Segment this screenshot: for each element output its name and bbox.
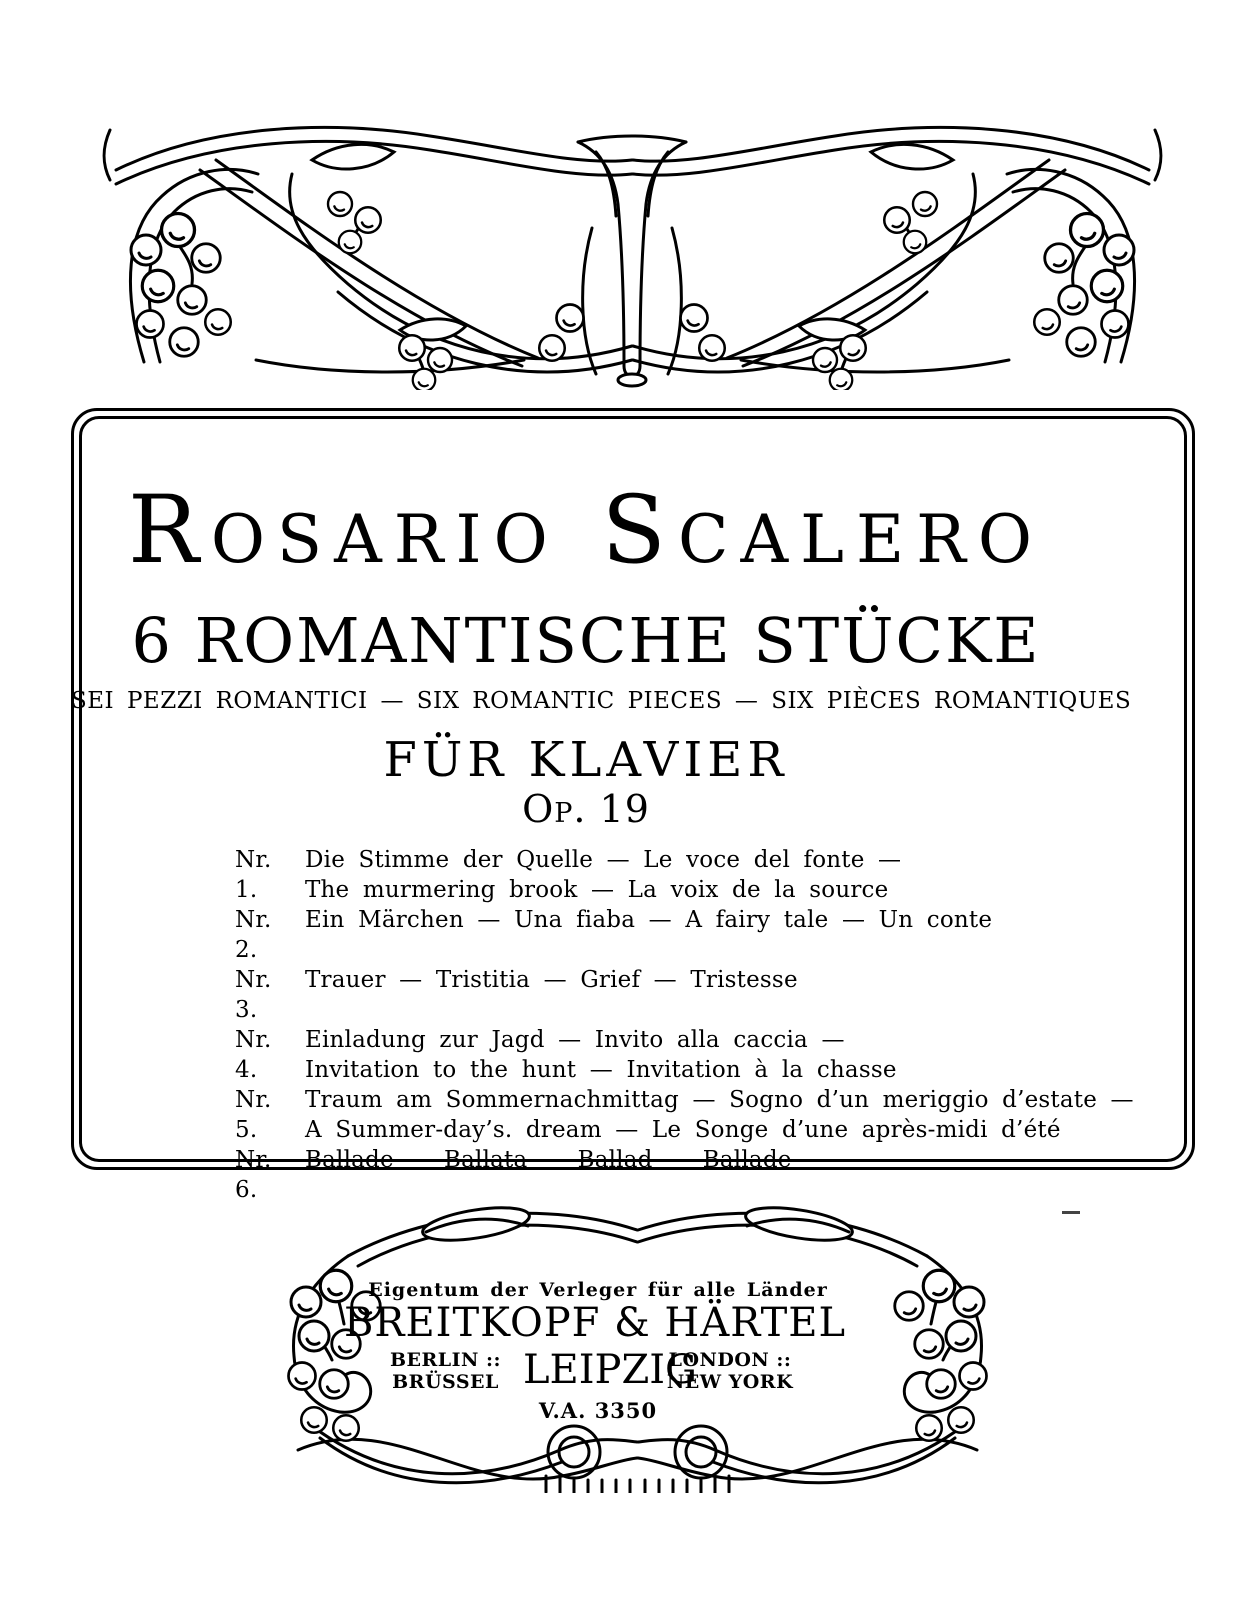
publisher-city-center: LEIPZIG [522,1347,698,1393]
work-subtitle-translations: SEI PEZZI ROMANTICI — SIX ROMANTIC PIECES — SIX PIÈCES ROMANTIQUES [71,688,1132,714]
list-item [235,1085,1134,1145]
publisher-name: BREITKOPF & HÄRTEL [343,1300,847,1346]
list-item [235,845,1134,905]
piece-number: Nr. 2. [235,907,272,963]
publisher-cities-left: BERLIN :: BRÜSSEL [389,1349,502,1393]
art-nouveau-header-ornament [100,108,1165,390]
piece-titles: Ein Märchen — Una fiaba — A fairy tale — Un conte [305,907,993,933]
list-item [235,1145,1134,1205]
piece-titles: Ballade — Ballata — Ballad — Ballade [305,1147,792,1173]
publisher-cities-right: LONDON :: NEW YORK [666,1349,794,1393]
work-title: 6 ROMANTISCHE STÜCKE [131,604,1041,677]
instrumentation: FÜR KLAVIER [383,732,789,788]
piece-number: Nr. 4. [235,1027,272,1083]
ownership-notice: Eigentum der Verleger für alle Länder [368,1279,828,1301]
piece-number: Nr. 5. [235,1087,272,1143]
scan-stray-mark [1062,1211,1080,1214]
list-item [235,1025,1134,1085]
list-item [235,905,1134,965]
piece-titles: Trauer — Tristitia — Grief — Tristesse [305,967,798,993]
piece-number: Nr. 3. [235,967,272,1023]
piece-list [235,845,1134,1205]
opus-number: Op. 19 [522,787,650,831]
composer-name: Rosario Scalero [128,476,1044,585]
list-item [235,965,1134,1025]
piece-number: Nr. 6. [235,1147,272,1203]
piece-number: Nr. 1. [235,847,272,903]
piece-titles: Einladung zur Jagd — Invito alla caccia — Invitation to the hunt — Invitation à la chasse [305,1027,897,1083]
piece-titles: Die Stimme der Quelle — Le voce del fonte — The murmering brook — La voix de la source [305,847,902,903]
piece-titles: Traum am Sommernachmittag — Sogno d’un meriggio d’estate — A Summer-day’s. dream — Le Songe d’une après-midi d’été [305,1087,1134,1143]
plate-number: V.A. 3350 [538,1398,658,1423]
